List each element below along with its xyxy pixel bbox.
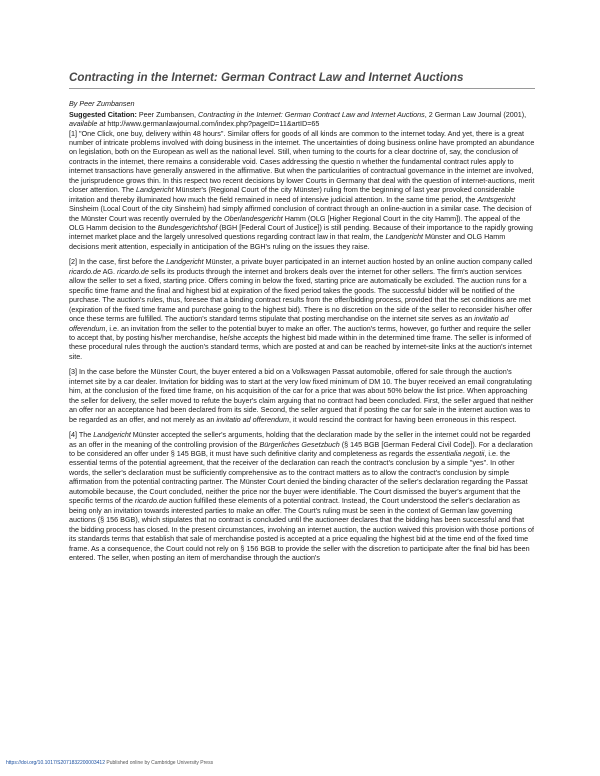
article-title: Contracting in the Internet: German Contract Law and Internet Auctions [69,71,464,84]
article-page [69,71,535,568]
title-divider [69,88,535,89]
paragraph-3: [3] In the case before the Münster Court, the buyer entered a bid on a Volkswagen Passat automobile, offered for sale through the auction's internet site by a car dealer. Invitation for bidding was to start at the very low fixed minimum of DM 10. The buyer received an email congratulating him, at the conclusion of the fixed time frame, on his acquisition of the car for a price that was about 50% below the list price. When approaching the seller for delivery, the seller moved to refute the buyer's claim arguing that no contract had been concluded. First, the seller argued that neither an offer nor an acceptance had been declared from its side. Second, the seller argued that if posting the car for sale in the internet auction was to be regarded as an offer, and not merely as an invitatio ad offerendum, it would rescind the contract for having been erroneous in this respect. [69,367,534,424]
author-line: By Peer Zumbansen [69,99,135,108]
citation-url[interactable]: http://www.germanlawjournal.com/index.php?pageID=11&artID=65 [105,119,320,129]
paragraph-2: [2] In the case, first before the Landgericht Münster, a private buyer participated in an internet auction hosted by an online auction company called ricardo.de AG. ricardo.de sells its products through the internet and brokers deals over the internet for other sellers. The firm's auction services allow the seller to set a fixed, starting price. Offers coming in below the fixed, starting price are automatically be excluded. The auction runs for a specific time frame and the final and highest bid at expiration of the fixed period takes the goods. The successful bidder will be notified of the purchase. The auction's rules, thus, foresee that a binding contract results from the offer/bidding process, provided that the set conditions are met (expiration of the fixed time frame and purchase going to the highest bid). There is no discretion on the side of the seller to reconsider his/her offer once these terms are fulfilled. The auction's standard terms stipulate that posting merchandise on the internet site serves as an invitatio ad offerendum, i.e. an invitation from the seller to the potential buyer to make an offer. The auction's terms, however, go further and require the seller to accept that, by posting his/her merchandise, he/she accepts the highest bid made within in the determined time frame. The seller is informed of these procedural rules through the auction's standard terms, which are posted at and can be reached by internet-site links at the auction's internet site. [69,257,533,361]
citation-and-paragraph-1: Suggested Citation: Peer Zumbansen, Contracting in the Internet: German Contract Law and Internet Auctions, 2 German Law Journal (2001), available at http://www.germanlawjournal.com/index.php?pageID=11&artID=65 [1] "One Click, one buy, delivery within 48 hours". Similar offers for goods of all kinds are common to the internet today. And yet, there is a great number of intricate problems involved with doing business in the internet. The uncertainties of doing business online have prompted an abundance on legislation, both on the European as well as the national level. Still, when turning to the courts for a clear doctrine of, say, the conclusion of contracts in the internet, there remains a considerable void. Cases addressing the questio n whether the fundamental contract rules apply to internet transactions have generally answered in the affirmative. But when the particularities of contractual governance in the internet are involved, the jurisprudence grows thin. In this respect two recent decisions by lower Courts in Germany that deal with the question of internet-auctions, merit closer attention. The Landgericht Münster's (Regional Court of the city Münster) ruling from the beginning of last year provoked considerable irritation and thereby illuminated how much the field remained in need of intensive judicial attention. In the same time period, the Amtsgericht Sinsheim (Local Court of the city Sinsheim) had simply affirmed conclusion of contract through an online-auction in a similar case. The decision of the Münster Court was recently overruled by the Oberlandesgericht Hamm (OLG [Higher Regional Court in the city Hamm]). The appeal of the OLG Hamm decision to the Bundesgerichtshof (BGH [Federal Court of Justice]) is still pending. Because of their importance to the rapidly growing internet market place and the largely unresolved questions regarding contract law in that realm, the Landgericht Münster and OLG Hamm decisions merit attention, especially in anticipation of the BGH's ruling on the issues they raise. [69,109,535,251]
paragraph-4: [4] The Landgericht Münster accepted the seller's arguments, holding that the declaration made by the seller in the internet could not be regarded as an offer in the meaning of the controlling provision of the Bürgerliches Gesetzbuch (§ 145 BGB [German Federal Civil Code]). For a declaration to be considered an offer under § 145 BGB, it must have such definitive clarity and completeness as regards the essentialia negotii, i.e. the essential terms of the potential agreement, that the receiver of the declaration can reach the contract's conclusion by a simple "yes". In other words, the seller's declaration must be sufficiently comprehensive as to the contract matters as to allow the contract's conclusion by simple affirmation from the potential contracting partner. The Münster Court denied the binding character of the seller's declaration regarding the Passat automobile because, the Court concluded, neither the price nor the buyer were identifiable. The Court dismissed the buyer's argument that the specific terms of the ricardo.de auction fulfilled these elements of a potential contract. Instead, the Court understood the seller's declaration as being only an invitation towards interested parties to make an offer. The Court's ruling must be seen in the context of German law governing auctions (§ 156 BGB), which stipulates that no contract is concluded until the auctioneer declares that the bidding has been successful and that the bidding process has closed. In the present circumstances, involving an internet auction, the auction waived this provision with those portions of its standards terms that establish that sale of merchandise posted is accepted at a price equaling the highest bid at the time end of the fixed time frame. As a consequence, the Court could not rely on § 156 BGB to provide the seller with the discretion to participate after the final bid has been entered. The seller, when posting an item of merchandise through the auction's [69,430,535,562]
citation-title: Contracting in the Internet: German Contract Law and Internet Auctions [198,109,425,119]
citation-label: Suggested Citation: [69,109,137,119]
footer-publisher: Published online by Cambridge University Press [104,760,214,766]
doi-link[interactable]: https://doi.org/10.1017/S2071832200003412 [6,760,105,766]
page-footer [6,760,213,766]
article-body [69,110,535,563]
